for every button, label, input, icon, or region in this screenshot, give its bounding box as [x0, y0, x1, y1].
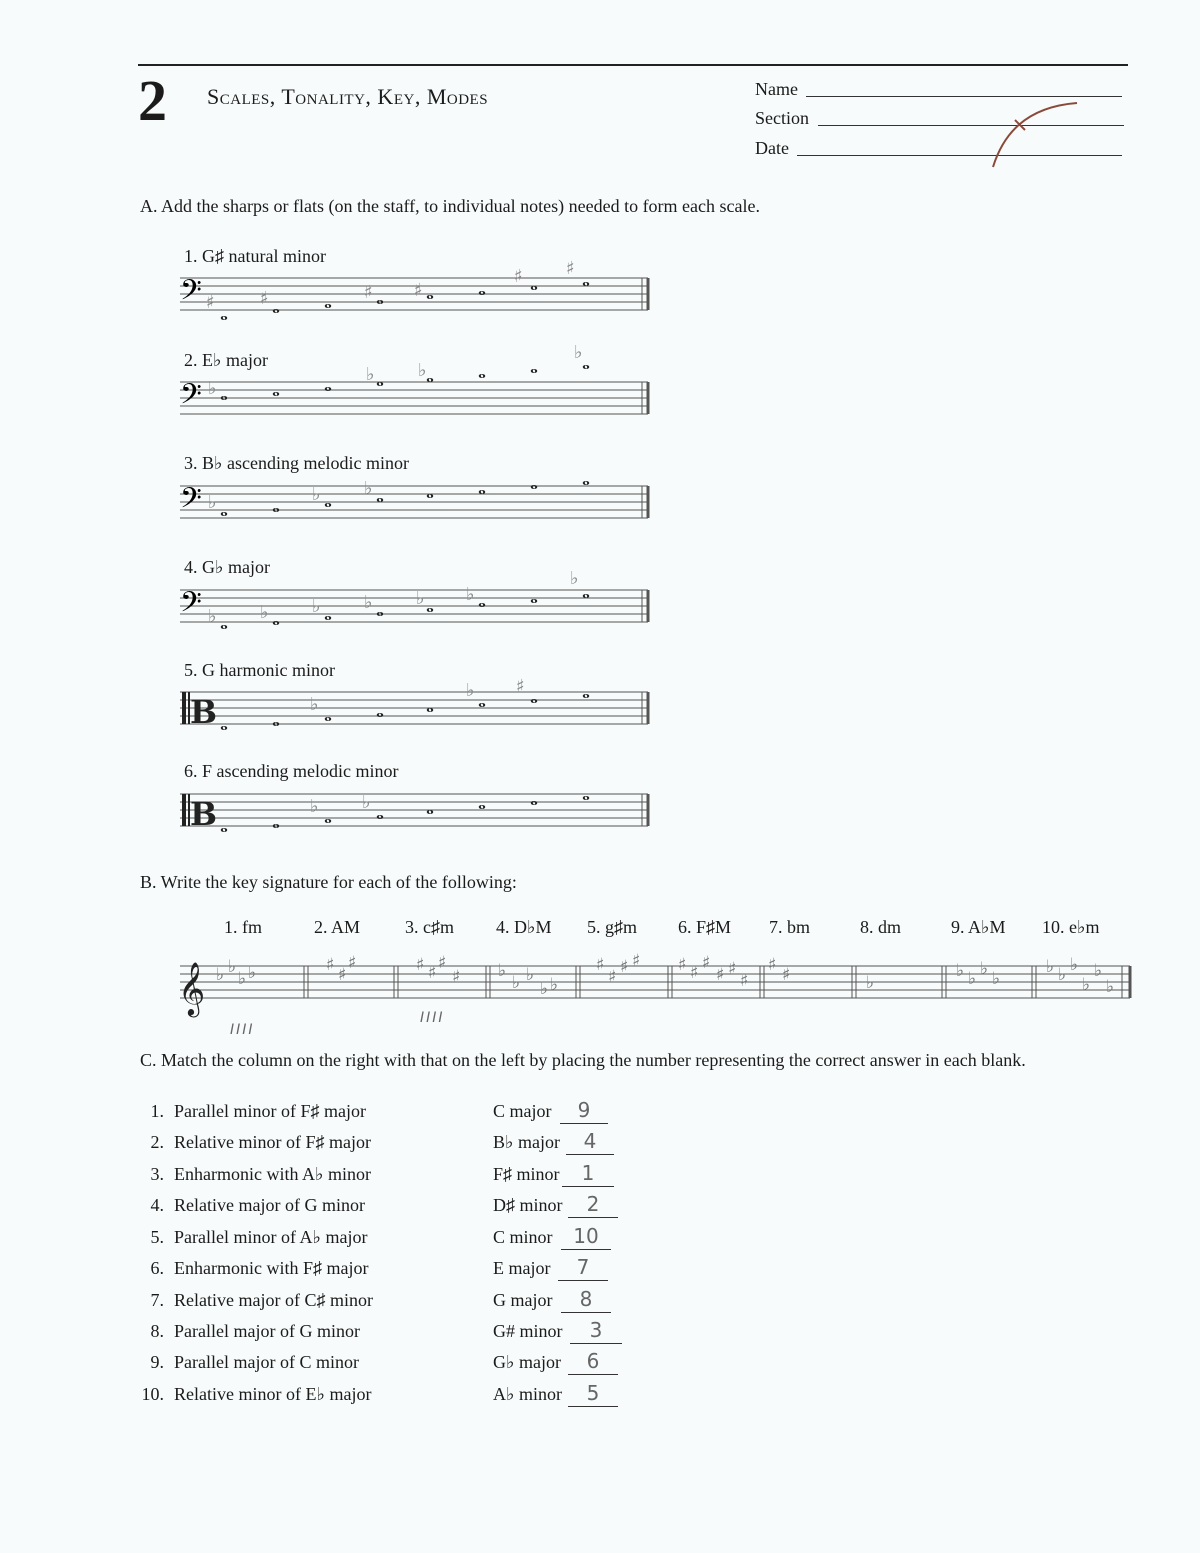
match-number: 7.	[150, 1290, 164, 1310]
svg-text:𝅝: 𝅝	[582, 579, 590, 603]
svg-text:𝅝: 𝅝	[324, 289, 332, 313]
svg-text:𝅝: 𝅝	[582, 679, 590, 703]
svg-text:♭: ♭	[866, 973, 875, 993]
svg-text:𝅝: 𝅝	[426, 479, 434, 503]
alto-clef-icon	[182, 794, 217, 833]
svg-text:𝅝: 𝅝	[272, 294, 280, 318]
svg-text:♭: ♭	[362, 792, 371, 813]
svg-text:♯: ♯	[438, 953, 447, 973]
svg-text:𝅝: 𝅝	[376, 285, 384, 309]
svg-text:♭: ♭	[364, 478, 373, 499]
section-a-instruction: A. Add the sharps or flats (on the staff, to individual notes) needed to form each scale.	[140, 196, 760, 216]
svg-text:♭: ♭	[1094, 961, 1103, 981]
svg-text:♯: ♯	[516, 676, 525, 697]
match-row-2	[138, 1129, 658, 1156]
svg-text:𝅝: 𝅝	[324, 702, 332, 726]
svg-text:♯: ♯	[608, 967, 617, 987]
treble-clef-icon: 𝄞	[178, 961, 206, 1015]
key-label-4: 4. D♭M	[496, 917, 552, 937]
svg-text:𝅝: 𝅝	[426, 795, 434, 819]
svg-text:♭: ♭	[364, 592, 373, 613]
svg-text:𝅝: 𝅝	[376, 483, 384, 507]
match-number: 3.	[150, 1164, 164, 1184]
svg-text:♭: ♭	[208, 606, 217, 627]
svg-text:♯: ♯	[206, 292, 215, 313]
match-row-6	[138, 1255, 658, 1282]
match-description: Relative minor of F♯ major	[174, 1132, 371, 1152]
svg-text:♭: ♭	[550, 975, 559, 995]
svg-text:𝅝: 𝅝	[376, 367, 384, 391]
match-number: 10.	[141, 1384, 164, 1404]
svg-text:𝅝: 𝅝	[530, 470, 538, 494]
key-label-9: 9. A♭M	[951, 917, 1006, 937]
svg-text:♯: ♯	[364, 282, 373, 303]
svg-text:𝅝: 𝅝	[272, 377, 280, 401]
svg-text:♭: ♭	[216, 965, 225, 985]
svg-text:𝅝: 𝅝	[220, 497, 228, 521]
match-number: 5.	[150, 1227, 164, 1247]
section-label: Section	[755, 108, 809, 128]
svg-text:♯: ♯	[740, 971, 749, 991]
scale-4-staff	[176, 568, 656, 642]
bass-clef-icon: 𝄢	[180, 586, 202, 626]
alto-clef-icon	[182, 692, 217, 731]
svg-text:𝅝: 𝅝	[220, 610, 228, 634]
match-number: 1.	[150, 1101, 164, 1121]
svg-text:♭: ♭	[540, 979, 549, 999]
svg-text:𝅝: 𝅝	[220, 711, 228, 735]
svg-text:♭: ♭	[366, 364, 375, 385]
match-description: Enharmonic with F♯ major	[174, 1258, 369, 1278]
svg-text:𝅝: 𝅝	[376, 597, 384, 621]
svg-text:𝅝: 𝅝	[426, 593, 434, 617]
svg-text:♯: ♯	[338, 965, 347, 985]
svg-text:𝅝: 𝅝	[324, 488, 332, 512]
svg-text:♯: ♯	[702, 953, 711, 973]
match-description: Parallel major of C minor	[174, 1352, 359, 1372]
match-row-9	[138, 1349, 658, 1376]
match-option: D♯ minor	[493, 1195, 563, 1215]
section-b-instruction: B. Write the key signature for each of the following:	[140, 872, 517, 892]
svg-text:𝅝: 𝅝	[582, 466, 590, 490]
svg-text:𝅝: 𝅝	[426, 693, 434, 717]
svg-text:♯: ♯	[716, 965, 725, 985]
svg-text:𝅝: 𝅝	[530, 684, 538, 708]
date-label: Date	[755, 138, 789, 158]
svg-text:♭: ♭	[228, 957, 237, 977]
match-row-8	[138, 1318, 658, 1345]
svg-text:♭: ♭	[416, 588, 425, 609]
match-option: G♭ major	[493, 1352, 561, 1372]
match-description: Parallel minor of A♭ major	[174, 1227, 368, 1247]
scale-1-staff	[176, 258, 656, 328]
header-rule	[138, 64, 1128, 66]
svg-text:𝅝: 𝅝	[530, 584, 538, 608]
svg-text:𝅝: 𝅝	[220, 813, 228, 837]
svg-text:♯: ♯	[416, 955, 425, 975]
svg-text:♭: ♭	[1106, 977, 1115, 997]
svg-text:♭: ♭	[498, 961, 507, 981]
svg-text:𝅝: 𝅝	[478, 276, 486, 300]
key-label-8: 8. dm	[860, 917, 902, 937]
key-label-3: 3. c♯m	[405, 917, 454, 937]
svg-text:♭: ♭	[512, 973, 521, 993]
svg-text:𝅝: 𝅝	[478, 790, 486, 814]
match-number: 6.	[150, 1258, 164, 1278]
svg-text:♭: ♭	[526, 965, 535, 985]
key-label-7: 7. bm	[769, 917, 811, 937]
scale-4-label: 4. G♭ major	[184, 557, 270, 577]
svg-text:♭: ♭	[208, 378, 217, 399]
svg-text:𝅝: 𝅝	[272, 606, 280, 630]
svg-text:♭: ♭	[248, 963, 257, 983]
svg-text:𝅝: 𝅝	[426, 280, 434, 304]
svg-text:♯: ♯	[768, 955, 777, 975]
match-option: B♭ major	[493, 1132, 560, 1152]
match-description: Relative major of C♯ minor	[174, 1290, 373, 1310]
svg-text:♭: ♭	[310, 694, 319, 715]
svg-text:♭: ♭	[310, 796, 319, 817]
match-row-4	[138, 1192, 658, 1219]
scale-6-label: 6. F ascending melodic minor	[184, 761, 399, 781]
key-label-2: 2. AM	[314, 917, 361, 937]
match-description: Parallel minor of F♯ major	[174, 1101, 366, 1121]
bass-clef-icon: 𝄢	[180, 482, 202, 522]
match-row-5	[138, 1224, 658, 1251]
svg-text:♭: ♭	[1046, 957, 1055, 977]
key-label-5: 5. g♯m	[587, 917, 638, 937]
match-option: F♯ minor	[493, 1164, 560, 1184]
svg-text:♯: ♯	[690, 963, 699, 983]
match-option: C major	[493, 1101, 552, 1121]
svg-text:♭: ♭	[968, 969, 977, 989]
svg-text:♯: ♯	[620, 957, 629, 977]
svg-text:♯: ♯	[428, 963, 437, 983]
answer-blank[interactable]: 1	[562, 1164, 614, 1187]
svg-text:♯: ♯	[326, 955, 335, 975]
svg-text:♯: ♯	[348, 953, 357, 973]
match-description: Parallel major of G minor	[174, 1321, 360, 1341]
match-number: 8.	[150, 1321, 164, 1341]
match-option: G# minor	[493, 1321, 563, 1341]
svg-text:𝅝: 𝅝	[426, 363, 434, 387]
answer-blank[interactable]: 9	[560, 1101, 608, 1124]
svg-text:♭: ♭	[418, 360, 427, 381]
svg-text:♯: ♯	[596, 955, 605, 975]
answer-blank[interactable]: 2	[568, 1195, 618, 1218]
match-number: 2.	[150, 1132, 164, 1152]
bass-clef-icon: 𝄢	[180, 378, 202, 418]
match-number: 4.	[150, 1195, 164, 1215]
answer-blank[interactable]: 3	[570, 1321, 622, 1344]
svg-text:♭: ♭	[956, 961, 965, 981]
svg-text:♭: ♭	[208, 492, 217, 513]
svg-text:♭: ♭	[312, 484, 321, 505]
svg-text:♯: ♯	[260, 288, 269, 309]
match-number: 9.	[150, 1352, 164, 1372]
match-row-3	[138, 1161, 658, 1188]
chapter-number: 2	[138, 68, 167, 133]
svg-text:𝅝: 𝅝	[272, 493, 280, 517]
svg-text:𝅝: 𝅝	[530, 786, 538, 810]
svg-text:♭: ♭	[466, 680, 475, 701]
svg-text:𝅝: 𝅝	[324, 804, 332, 828]
svg-text:♭: ♭	[980, 959, 989, 979]
scale-3-label: 3. B♭ ascending melodic minor	[184, 453, 409, 473]
svg-text:B: B	[190, 795, 218, 833]
svg-text:𝅝: 𝅝	[478, 359, 486, 383]
key-label-10: 10. e♭m	[1042, 917, 1100, 937]
margin-mark-1: IIII	[230, 1022, 255, 1038]
svg-text:B: B	[190, 693, 218, 731]
match-row-10	[138, 1381, 658, 1408]
match-option: C minor	[493, 1227, 553, 1247]
svg-text:♯: ♯	[678, 955, 687, 975]
svg-text:♭: ♭	[260, 602, 269, 623]
svg-text:♭: ♭	[1082, 975, 1091, 995]
scale-1-label: 1. G♯ natural minor	[184, 246, 326, 266]
match-option: E major	[493, 1258, 551, 1278]
key-signature-staff	[176, 950, 1136, 1030]
svg-text:𝅝: 𝅝	[530, 354, 538, 378]
bass-clef-icon: 𝄢	[180, 274, 202, 314]
svg-text:𝅝: 𝅝	[478, 588, 486, 612]
match-option: A♭ minor	[493, 1384, 562, 1404]
svg-text:♯: ♯	[728, 959, 737, 979]
answer-blank[interactable]: 4	[566, 1132, 614, 1155]
svg-text:♭: ♭	[238, 969, 247, 989]
match-description: Relative minor of E♭ major	[174, 1384, 372, 1404]
svg-text:♯: ♯	[632, 951, 641, 971]
svg-text:♭: ♭	[466, 584, 475, 605]
answer-blank[interactable]: 8	[561, 1290, 611, 1313]
name-label: Name	[755, 79, 798, 99]
answer-blank[interactable]: 7	[558, 1258, 608, 1281]
svg-text:𝅝: 𝅝	[478, 688, 486, 712]
svg-text:𝅝: 𝅝	[582, 781, 590, 805]
match-row-1	[138, 1098, 658, 1125]
grader-check-mark	[985, 95, 1085, 175]
svg-text:♭: ♭	[570, 568, 579, 589]
svg-text:𝅝: 𝅝	[376, 698, 384, 722]
svg-text:♯: ♯	[514, 266, 523, 287]
match-description: Relative major of G minor	[174, 1195, 365, 1215]
svg-text:𝅝: 𝅝	[272, 707, 280, 731]
scale-2-staff	[176, 342, 656, 430]
answer-blank[interactable]: 10	[561, 1227, 611, 1250]
svg-text:𝅝: 𝅝	[220, 381, 228, 405]
svg-text:𝅝: 𝅝	[220, 301, 228, 325]
svg-text:𝅝: 𝅝	[582, 267, 590, 291]
svg-text:♭: ♭	[1070, 955, 1079, 975]
key-label-1: 1. fm	[224, 917, 262, 937]
chapter-title: Scales, Tonality, Key, Modes	[207, 84, 489, 109]
svg-text:♭: ♭	[574, 342, 583, 363]
svg-text:♭: ♭	[312, 596, 321, 617]
svg-text:𝅝: 𝅝	[272, 809, 280, 833]
svg-text:♯: ♯	[566, 258, 575, 279]
svg-text:𝅝: 𝅝	[530, 271, 538, 295]
match-option: G major	[493, 1290, 553, 1310]
match-description: Enharmonic with A♭ minor	[174, 1164, 371, 1184]
svg-text:𝅝: 𝅝	[582, 350, 590, 374]
svg-text:𝅝: 𝅝	[376, 800, 384, 824]
svg-text:♯: ♯	[452, 967, 461, 987]
scale-2-label: 2. E♭ major	[184, 350, 268, 370]
svg-text:𝅝: 𝅝	[324, 601, 332, 625]
answer-blank[interactable]: 5	[568, 1384, 618, 1407]
svg-text:♭: ♭	[1058, 965, 1067, 985]
svg-text:𝅝: 𝅝	[478, 475, 486, 499]
section-c-instruction: C. Match the column on the right with that on the left by placing the number representing the correct answer in each blank.	[140, 1050, 1026, 1070]
scale-5-staff	[176, 676, 656, 746]
svg-text:𝅝: 𝅝	[324, 372, 332, 396]
svg-text:♯: ♯	[414, 280, 423, 301]
svg-text:♭: ♭	[992, 969, 1001, 989]
key-label-6: 6. F♯M	[678, 917, 732, 937]
scale-5-label: 5. G harmonic minor	[184, 660, 335, 680]
margin-mark-2: IIII	[420, 1010, 445, 1026]
match-row-7	[138, 1287, 658, 1314]
scale-3-staff	[176, 466, 656, 536]
svg-text:♯: ♯	[782, 965, 791, 985]
answer-blank[interactable]: 6	[568, 1352, 618, 1375]
scale-6-staff	[176, 778, 656, 848]
